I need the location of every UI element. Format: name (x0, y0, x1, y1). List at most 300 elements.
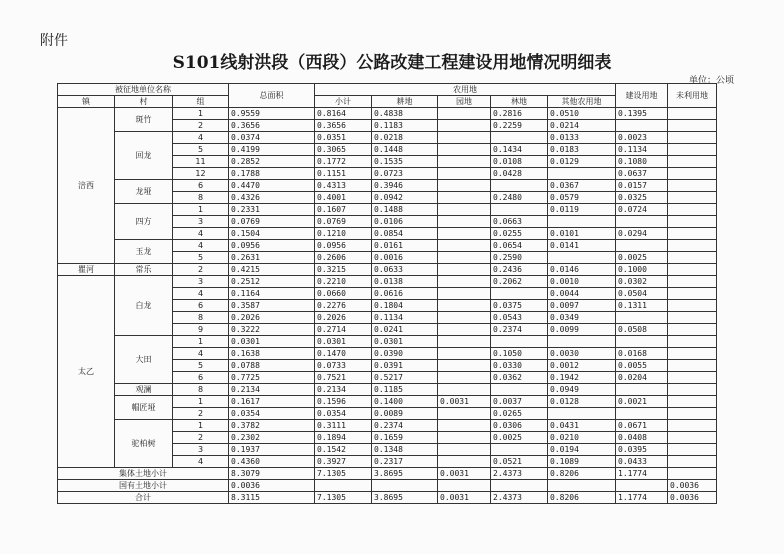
construction-cell: 1.1774 (616, 492, 668, 504)
construction-cell (616, 384, 668, 396)
forest-cell: 0.0654 (491, 240, 548, 252)
cultivated-cell: 0.0391 (372, 360, 438, 372)
other-farm-cell: 0.0119 (548, 204, 616, 216)
other-farm-cell: 0.0010 (548, 276, 616, 288)
unused-cell (668, 132, 717, 144)
forest-cell: 0.0025 (491, 432, 548, 444)
forest-cell: 0.0362 (491, 372, 548, 384)
construction-cell: 0.0294 (616, 228, 668, 240)
construction-cell (616, 216, 668, 228)
garden-cell (438, 168, 491, 180)
total-area-cell: 0.0301 (229, 336, 315, 348)
garden-cell (438, 480, 491, 492)
subtotal-cell: 0.2276 (315, 300, 372, 312)
village-cell: 驼柏树 (115, 420, 173, 468)
construction-cell: 0.0433 (616, 456, 668, 468)
group-cell: 5 (173, 360, 229, 372)
cultivated-cell: 0.0854 (372, 228, 438, 240)
subtotal-cell: 0.0354 (315, 408, 372, 420)
unused-cell (668, 348, 717, 360)
other-farm-cell: 0.0214 (548, 120, 616, 132)
total-area-cell: 0.4470 (229, 180, 315, 192)
cultivated-cell: 0.0161 (372, 240, 438, 252)
forest-cell: 0.0663 (491, 216, 548, 228)
subtotal-cell: 0.2134 (315, 384, 372, 396)
group-cell: 2 (173, 120, 229, 132)
cultivated-cell: 0.0616 (372, 288, 438, 300)
table-row (58, 420, 717, 432)
garden-cell: 0.0031 (438, 468, 491, 480)
forest-cell: 0.0375 (491, 300, 548, 312)
total-area-cell: 0.1164 (229, 288, 315, 300)
group-cell: 4 (173, 456, 229, 468)
other-farm-cell: 0.0183 (548, 144, 616, 156)
forest-cell: 0.0543 (491, 312, 548, 324)
construction-cell: 0.0671 (616, 420, 668, 432)
unused-cell (668, 168, 717, 180)
total-area-cell: 0.1617 (229, 396, 315, 408)
garden-cell (438, 408, 491, 420)
subtotal-cell: 0.3927 (315, 456, 372, 468)
subtotal-cell: 0.0660 (315, 288, 372, 300)
garden-cell (438, 240, 491, 252)
group-cell: 4 (173, 288, 229, 300)
construction-cell (616, 120, 668, 132)
other-farm-cell (548, 252, 616, 264)
other-farm-cell: 0.0367 (548, 180, 616, 192)
summary-row (58, 468, 717, 480)
cultivated-cell: 0.4838 (372, 108, 438, 120)
group-cell: 3 (173, 216, 229, 228)
other-farm-cell: 0.0101 (548, 228, 616, 240)
subtotal-cell: 0.2606 (315, 252, 372, 264)
garden-cell (438, 276, 491, 288)
cultivated-cell: 0.1488 (372, 204, 438, 216)
group-cell: 6 (173, 372, 229, 384)
other-farm-cell: 0.0146 (548, 264, 616, 276)
group-cell: 2 (173, 264, 229, 276)
table-row (58, 180, 717, 192)
header-unused: 未利用地 (668, 84, 717, 108)
header-garden: 园地 (438, 96, 491, 108)
group-cell: 3 (173, 276, 229, 288)
other-farm-cell: 0.0044 (548, 288, 616, 300)
forest-cell: 0.0330 (491, 360, 548, 372)
total-area-cell: 0.4360 (229, 456, 315, 468)
forest-cell (491, 444, 548, 456)
unused-cell (668, 156, 717, 168)
group-cell: 2 (173, 408, 229, 420)
cultivated-cell: 0.1448 (372, 144, 438, 156)
total-area-cell: 0.2026 (229, 312, 315, 324)
unused-cell (668, 264, 717, 276)
construction-cell: 0.0637 (616, 168, 668, 180)
garden-cell (438, 132, 491, 144)
garden-cell (438, 324, 491, 336)
table-row (58, 384, 717, 396)
summary-row (58, 480, 717, 492)
subtotal-cell: 0.0301 (315, 336, 372, 348)
other-farm-cell: 0.0510 (548, 108, 616, 120)
table-row (58, 240, 717, 252)
garden-cell (438, 360, 491, 372)
village-cell: 玉龙 (115, 240, 173, 264)
header-village: 村 (115, 96, 173, 108)
total-area-cell: 0.3222 (229, 324, 315, 336)
unused-cell (668, 420, 717, 432)
group-cell: 1 (173, 108, 229, 120)
town-cell: 瞿河 (58, 264, 115, 276)
construction-cell (616, 480, 668, 492)
garden-cell: 0.0031 (438, 396, 491, 408)
subtotal-cell: 0.2026 (315, 312, 372, 324)
group-cell: 1 (173, 204, 229, 216)
garden-cell (438, 372, 491, 384)
table-row (58, 132, 717, 144)
group-cell: 3 (173, 444, 229, 456)
village-cell: 观澜 (115, 384, 173, 396)
subtotal-cell: 0.1772 (315, 156, 372, 168)
construction-cell (616, 408, 668, 420)
cultivated-cell: 3.8695 (372, 468, 438, 480)
village-cell: 回龙 (115, 132, 173, 180)
construction-cell: 0.1000 (616, 264, 668, 276)
forest-cell: 0.1434 (491, 144, 548, 156)
subtotal-cell: 7.1305 (315, 492, 372, 504)
other-farm-cell (548, 216, 616, 228)
total-area-cell: 0.2631 (229, 252, 315, 264)
unused-cell (668, 216, 717, 228)
forest-cell: 0.0265 (491, 408, 548, 420)
cultivated-cell: 0.0218 (372, 132, 438, 144)
unused-cell: 0.0036 (668, 492, 717, 504)
group-cell: 8 (173, 384, 229, 396)
subtotal-cell: 0.1542 (315, 444, 372, 456)
garden-cell (438, 180, 491, 192)
unused-cell (668, 300, 717, 312)
group-cell: 4 (173, 348, 229, 360)
subtotal-cell: 0.1210 (315, 228, 372, 240)
forest-cell: 0.0255 (491, 228, 548, 240)
cultivated-cell: 0.1134 (372, 312, 438, 324)
forest-cell: 0.2062 (491, 276, 548, 288)
garden-cell (438, 144, 491, 156)
group-cell: 1 (173, 396, 229, 408)
total-area-cell: 0.2852 (229, 156, 315, 168)
unused-cell (668, 444, 717, 456)
garden-cell (438, 120, 491, 132)
cultivated-cell: 0.0723 (372, 168, 438, 180)
unused-cell (668, 312, 717, 324)
forest-cell: 2.4373 (491, 492, 548, 504)
group-cell: 4 (173, 240, 229, 252)
construction-cell: 0.1311 (616, 300, 668, 312)
total-area-cell: 0.3656 (229, 120, 315, 132)
garden-cell (438, 312, 491, 324)
subtotal-cell: 0.3656 (315, 120, 372, 132)
forest-cell (491, 132, 548, 144)
total-area-cell: 0.3587 (229, 300, 315, 312)
subtotal-cell: 0.1151 (315, 168, 372, 180)
subtotal-cell: 0.4313 (315, 180, 372, 192)
total-area-cell: 0.2134 (229, 384, 315, 396)
group-cell: 9 (173, 324, 229, 336)
other-farm-cell: 0.0210 (548, 432, 616, 444)
header-cultivated: 耕地 (372, 96, 438, 108)
group-cell: 4 (173, 132, 229, 144)
construction-cell (616, 312, 668, 324)
construction-cell: 0.0055 (616, 360, 668, 372)
forest-cell: 0.2480 (491, 192, 548, 204)
village-cell: 龙垭 (115, 180, 173, 204)
group-cell: 8 (173, 312, 229, 324)
construction-cell: 0.0023 (616, 132, 668, 144)
cultivated-cell: 0.0138 (372, 276, 438, 288)
land-use-table (57, 83, 717, 504)
subtotal-cell: 0.0351 (315, 132, 372, 144)
garden-cell (438, 264, 491, 276)
other-farm-cell: 0.0129 (548, 156, 616, 168)
cultivated-cell (372, 480, 438, 492)
other-farm-cell: 0.0349 (548, 312, 616, 324)
construction-cell (616, 336, 668, 348)
subtotal-cell: 0.7521 (315, 372, 372, 384)
unused-cell (668, 192, 717, 204)
total-area-cell: 0.1638 (229, 348, 315, 360)
garden-cell (438, 108, 491, 120)
forest-cell (491, 288, 548, 300)
total-area-cell: 0.0354 (229, 408, 315, 420)
forest-cell (491, 180, 548, 192)
forest-cell: 0.0521 (491, 456, 548, 468)
total-area-cell: 0.4215 (229, 264, 315, 276)
total-area-cell: 8.3079 (229, 468, 315, 480)
construction-cell: 0.1395 (616, 108, 668, 120)
construction-cell: 1.1774 (616, 468, 668, 480)
garden-cell (438, 192, 491, 204)
table-row (58, 336, 717, 348)
forest-cell: 0.2436 (491, 264, 548, 276)
header-group: 组 (173, 96, 229, 108)
construction-cell: 0.0025 (616, 252, 668, 264)
other-farm-cell: 0.0012 (548, 360, 616, 372)
other-farm-cell (548, 168, 616, 180)
unused-cell: 0.0036 (668, 480, 717, 492)
table-body (58, 108, 717, 504)
other-farm-cell: 0.8206 (548, 492, 616, 504)
header-farmland: 农用地 (315, 84, 616, 96)
total-area-cell: 0.1937 (229, 444, 315, 456)
cultivated-cell: 0.2374 (372, 420, 438, 432)
subtotal-cell: 0.2210 (315, 276, 372, 288)
cultivated-cell: 0.2317 (372, 456, 438, 468)
attachment-label: 附件 (40, 33, 68, 49)
subtotal-cell: 0.1470 (315, 348, 372, 360)
table-row (58, 276, 717, 288)
subtotal-cell: 0.3215 (315, 264, 372, 276)
unused-cell (668, 360, 717, 372)
construction-cell (616, 240, 668, 252)
total-area-cell: 0.0374 (229, 132, 315, 144)
other-farm-cell: 0.0949 (548, 384, 616, 396)
cultivated-cell: 3.8695 (372, 492, 438, 504)
group-cell: 4 (173, 228, 229, 240)
table-row (58, 264, 717, 276)
header-unit-name: 被征地单位名称 (58, 84, 229, 96)
summary-row (58, 492, 717, 504)
subtotal-cell: 0.0769 (315, 216, 372, 228)
unused-cell (668, 384, 717, 396)
other-farm-cell: 0.0099 (548, 324, 616, 336)
cultivated-cell: 0.3946 (372, 180, 438, 192)
group-cell: 6 (173, 300, 229, 312)
subtotal-cell: 0.2714 (315, 324, 372, 336)
garden-cell (438, 156, 491, 168)
total-area-cell: 0.1504 (229, 228, 315, 240)
subtotal-cell: 7.1305 (315, 468, 372, 480)
other-farm-cell: 0.0579 (548, 192, 616, 204)
construction-cell: 0.0504 (616, 288, 668, 300)
garden-cell (438, 384, 491, 396)
forest-cell: 0.0037 (491, 396, 548, 408)
cultivated-cell: 0.1185 (372, 384, 438, 396)
forest-cell: 0.0108 (491, 156, 548, 168)
garden-cell (438, 420, 491, 432)
cultivated-cell: 0.0241 (372, 324, 438, 336)
unused-cell (668, 432, 717, 444)
unused-cell (668, 276, 717, 288)
construction-cell: 0.0157 (616, 180, 668, 192)
garden-cell (438, 288, 491, 300)
total-area-cell: 0.0788 (229, 360, 315, 372)
group-cell: 6 (173, 180, 229, 192)
subtotal-cell: 0.8164 (315, 108, 372, 120)
total-area-cell: 0.9559 (229, 108, 315, 120)
subtotal-cell (315, 480, 372, 492)
table-row (58, 204, 717, 216)
garden-cell (438, 252, 491, 264)
forest-cell (491, 384, 548, 396)
group-cell: 8 (173, 192, 229, 204)
garden-cell (438, 216, 491, 228)
construction-cell: 0.0724 (616, 204, 668, 216)
group-cell: 1 (173, 420, 229, 432)
unused-cell (668, 408, 717, 420)
cultivated-cell: 0.0633 (372, 264, 438, 276)
town-cell: 涪西 (58, 108, 115, 264)
village-cell: 帽匠垭 (115, 396, 173, 420)
group-cell: 11 (173, 156, 229, 168)
group-cell: 1 (173, 336, 229, 348)
total-area-cell: 0.0956 (229, 240, 315, 252)
other-farm-cell: 0.8206 (548, 468, 616, 480)
town-cell: 太乙 (58, 276, 115, 468)
village-cell: 白龙 (115, 276, 173, 336)
construction-cell: 0.1134 (616, 144, 668, 156)
garden-cell (438, 300, 491, 312)
construction-cell: 0.0021 (616, 396, 668, 408)
construction-cell: 0.0325 (616, 192, 668, 204)
construction-cell: 0.1080 (616, 156, 668, 168)
summary-label: 集体土地小计 (58, 468, 229, 480)
construction-cell: 0.0204 (616, 372, 668, 384)
garden-cell (438, 204, 491, 216)
garden-cell (438, 228, 491, 240)
other-farm-cell (548, 408, 616, 420)
total-area-cell: 0.0769 (229, 216, 315, 228)
construction-cell: 0.0408 (616, 432, 668, 444)
group-cell: 5 (173, 144, 229, 156)
unused-cell (668, 240, 717, 252)
other-farm-cell: 0.0141 (548, 240, 616, 252)
other-farm-cell: 0.1089 (548, 456, 616, 468)
total-area-cell: 0.2302 (229, 432, 315, 444)
table-row (58, 396, 717, 408)
other-farm-cell (548, 336, 616, 348)
unused-cell (668, 144, 717, 156)
cultivated-cell: 0.0390 (372, 348, 438, 360)
total-area-cell: 8.3115 (229, 492, 315, 504)
unused-cell (668, 336, 717, 348)
cultivated-cell: 0.0942 (372, 192, 438, 204)
total-area-cell: 0.4326 (229, 192, 315, 204)
header-construction: 建设用地 (616, 84, 668, 108)
subtotal-cell: 0.0733 (315, 360, 372, 372)
total-area-cell: 0.3782 (229, 420, 315, 432)
unused-cell (668, 468, 717, 480)
construction-cell: 0.0508 (616, 324, 668, 336)
total-area-cell: 0.4199 (229, 144, 315, 156)
other-farm-cell: 0.0030 (548, 348, 616, 360)
total-area-cell: 0.1788 (229, 168, 315, 180)
total-area-cell: 0.0036 (229, 480, 315, 492)
garden-cell (438, 456, 491, 468)
summary-label: 国有土地小计 (58, 480, 229, 492)
table-row (58, 108, 717, 120)
unused-cell (668, 120, 717, 132)
cultivated-cell: 0.0301 (372, 336, 438, 348)
cultivated-cell: 0.5217 (372, 372, 438, 384)
unused-cell (668, 324, 717, 336)
unused-cell (668, 108, 717, 120)
garden-cell (438, 444, 491, 456)
other-farm-cell: 0.1942 (548, 372, 616, 384)
group-cell: 2 (173, 432, 229, 444)
subtotal-cell: 0.1607 (315, 204, 372, 216)
cultivated-cell: 0.1535 (372, 156, 438, 168)
other-farm-cell (548, 480, 616, 492)
forest-cell: 0.2590 (491, 252, 548, 264)
forest-cell: 0.0428 (491, 168, 548, 180)
forest-cell (491, 480, 548, 492)
forest-cell: 2.4373 (491, 468, 548, 480)
subtotal-cell: 0.3065 (315, 144, 372, 156)
unused-cell (668, 456, 717, 468)
unused-cell (668, 204, 717, 216)
unit-label: 单位：公顷 (688, 76, 734, 86)
cultivated-cell: 0.1400 (372, 396, 438, 408)
cultivated-cell: 0.0106 (372, 216, 438, 228)
construction-cell: 0.0168 (616, 348, 668, 360)
unused-cell (668, 288, 717, 300)
unused-cell (668, 228, 717, 240)
garden-cell: 0.0031 (438, 492, 491, 504)
forest-cell: 0.2374 (491, 324, 548, 336)
header-other-farm: 其他农用地 (548, 96, 616, 108)
forest-cell (491, 336, 548, 348)
forest-cell: 0.2816 (491, 108, 548, 120)
header-forest: 林地 (491, 96, 548, 108)
